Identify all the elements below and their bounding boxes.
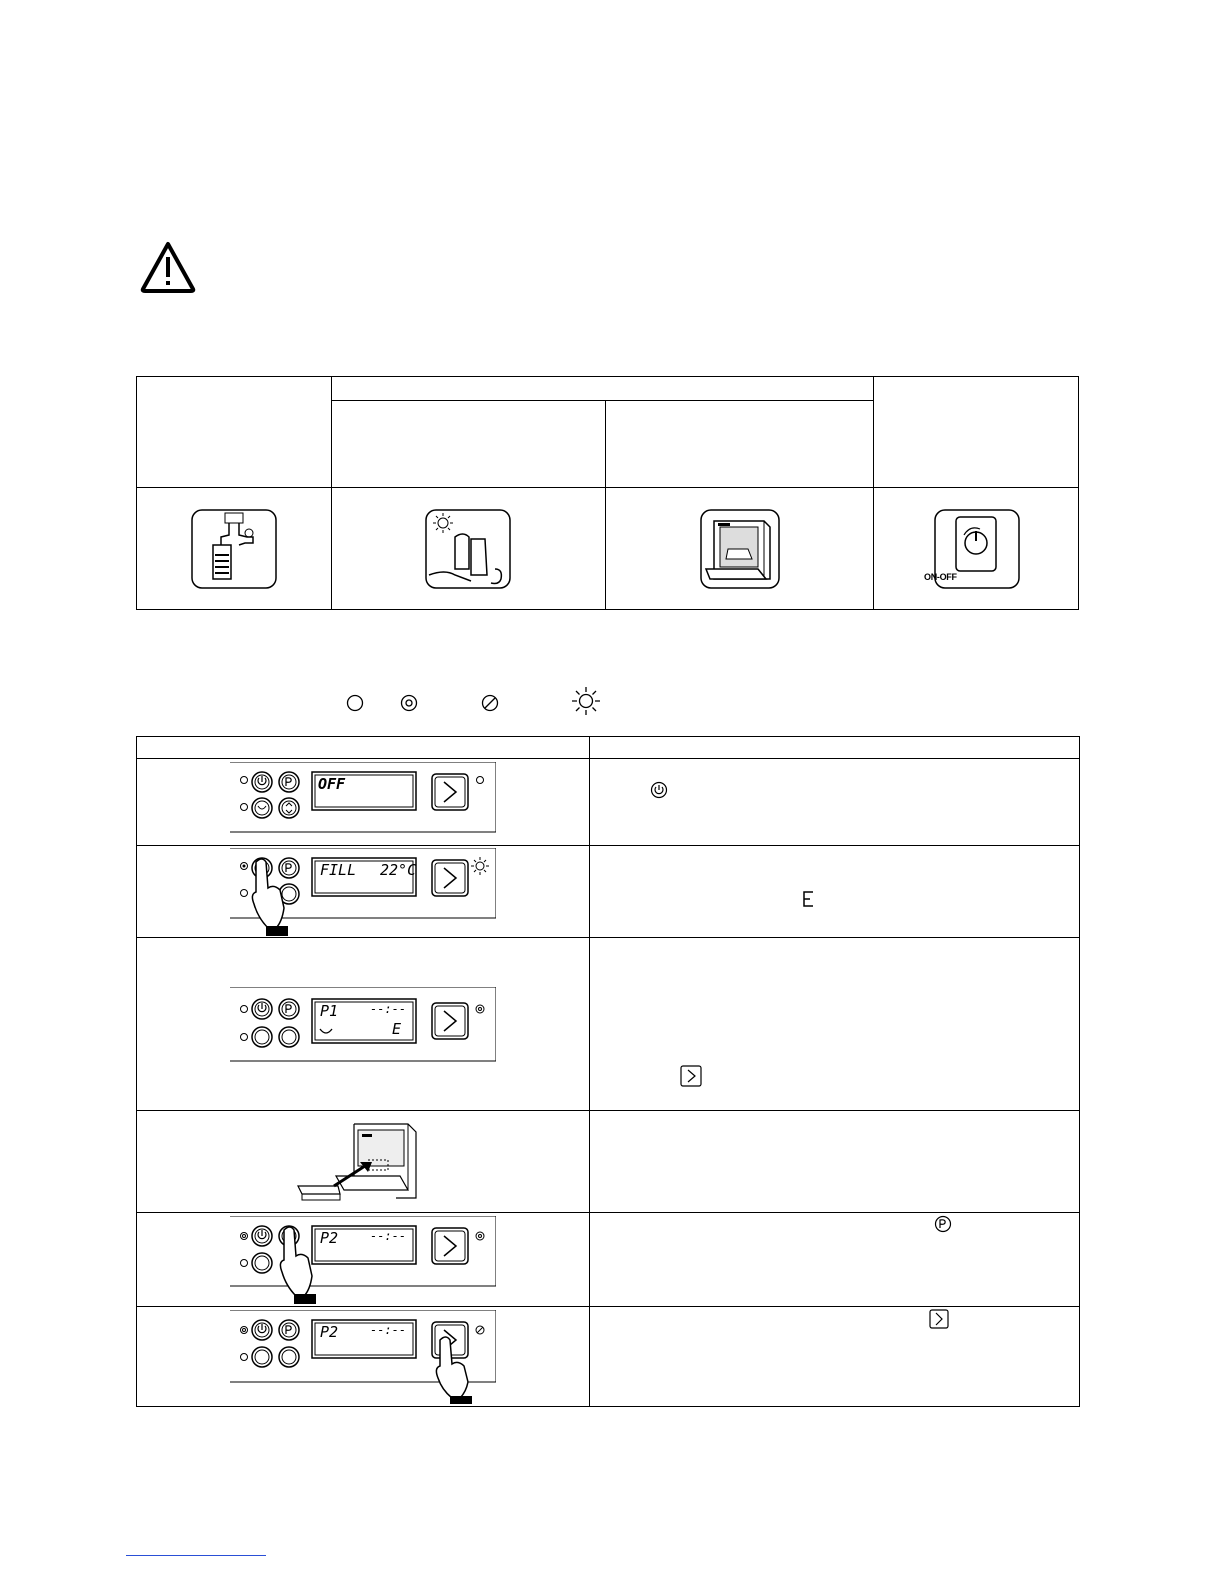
led-on-icon (400, 694, 418, 717)
display-status: E (392, 1020, 402, 1038)
detergent-container-icon (425, 509, 511, 589)
led-off-icon (346, 694, 364, 717)
main-switch-label: ON-OFF (924, 572, 957, 582)
control-panel-step-2 (230, 848, 496, 938)
dishwasher-open-icon (700, 509, 780, 589)
footer-rule (126, 1555, 266, 1556)
warning-triangle-icon (140, 240, 196, 294)
led-crossed-icon (481, 694, 499, 717)
display-program: P2 (320, 1229, 339, 1247)
main-switch-icon (924, 509, 1020, 589)
start-button-icon (680, 1065, 702, 1092)
led-blinking-icon (570, 685, 602, 722)
display-temperature: 22°C (380, 861, 417, 879)
display-text: OFF (318, 775, 346, 793)
start-button-icon (929, 1309, 949, 1334)
control-panel-step-6 (230, 1310, 496, 1406)
display-text: FILL (320, 861, 357, 879)
control-panel-step-5 (230, 1216, 496, 1308)
display-program: P2 (320, 1323, 339, 1341)
display-time: --:-- (370, 1229, 407, 1243)
water-tap-icon (191, 509, 277, 589)
display-time: --:-- (370, 1323, 407, 1337)
power-button-icon (650, 781, 668, 804)
display-time: --:-- (370, 1002, 407, 1016)
control-panel-step-1 (230, 762, 496, 834)
control-panel-step-3 (230, 987, 496, 1063)
heating-e-icon (801, 890, 815, 913)
program-button-icon (934, 1215, 952, 1238)
display-program: P1 (320, 1002, 339, 1020)
basket-insert-illustration (296, 1114, 422, 1210)
